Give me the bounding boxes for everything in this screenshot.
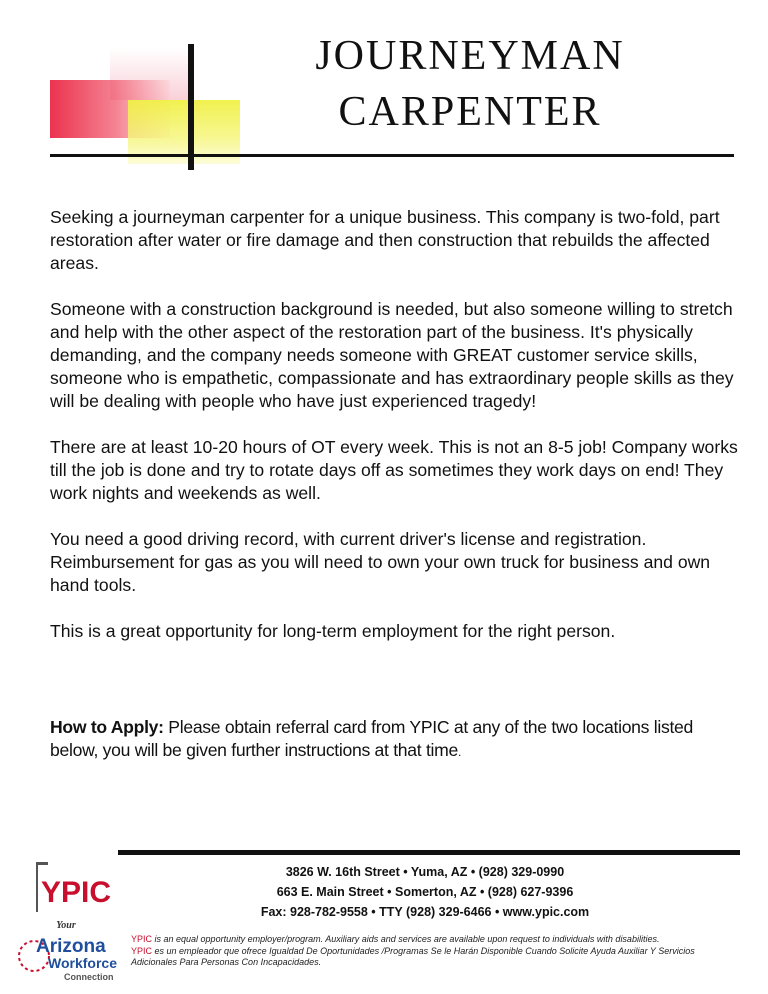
paragraph-opportunity: This is a great opportunity for long-term employment for the right person. xyxy=(50,621,616,641)
title-line-2: CARPENTER xyxy=(338,89,602,135)
logo-your: Your xyxy=(56,920,76,931)
contact-fax-tty-web: Fax: 928-782-9558 • TTY (928) 329-6466 • www.ypic.com xyxy=(260,905,590,919)
job-description xyxy=(50,206,740,666)
title-line-1: JOURNEYMAN xyxy=(315,33,625,79)
how-to-apply-label: How to Apply: xyxy=(50,717,164,737)
legal-spanish-org: YPIC xyxy=(131,945,153,956)
decorative-vertical-rule xyxy=(188,44,194,170)
logo-workforce: Workforce xyxy=(48,955,117,971)
how-to-apply-text: Please obtain referral card from YPIC at any of the two locations listed below, you will be given further instructions at that time xyxy=(50,717,694,760)
how-to-apply xyxy=(50,716,740,764)
header-horizontal-rule xyxy=(50,154,734,157)
equal-opportunity-statement xyxy=(131,934,731,969)
paragraph-requirements: Someone with a construction background is needed, but also someone willing to stretch and help with the other aspect of the restoration part of the business. It's physically demanding, and the company needs someone with GREAT customer service skills, someone who is empathetic, compassionate and has extraordinary people skills as they will be dealing with people who have just experienced tragedy! xyxy=(50,299,734,411)
logo-connection: Connection xyxy=(64,972,114,982)
legal-english xyxy=(131,934,731,946)
footer-rule xyxy=(118,850,740,855)
page-title xyxy=(300,28,640,140)
footer-addresses xyxy=(200,862,650,922)
legal-spanish-text: es un empleador que ofrece Igualdad De Oportunidades /Programas Se le Harán Disponible Cuando Solicite Ayuda Auxiliar Y Servicios Adicionales Para Personas Con Incapacidades. xyxy=(131,945,695,967)
legal-spanish xyxy=(131,946,731,969)
logo-arizona: Arizona xyxy=(36,936,106,957)
ypic-logo xyxy=(14,856,124,986)
paragraph-driving: You need a good driving record, with current driver's license and registration. Reimbursement for gas as you will need to own your own truck for business and own hand tools. xyxy=(50,529,711,595)
paragraph-hours: There are at least 10-20 hours of OT every week. This is not an 8-5 job! Company works till the job is done and try to rotate days off as sometimes they work days on end! They work nights and weekends as well. xyxy=(50,437,738,503)
logo-name: YPIC xyxy=(41,876,112,909)
how-to-apply-end: . xyxy=(458,745,462,759)
address-somerton: 663 E. Main Street • Somerton, AZ • (928) 627-9396 xyxy=(276,885,574,899)
paragraph-intro: Seeking a journeyman carpenter for a unique business. This company is two-fold, part restoration after water or fire damage and then construction that rebuilds the affected areas. xyxy=(50,207,720,273)
address-yuma: 3826 W. 16th Street • Yuma, AZ • (928) 329-0990 xyxy=(285,865,565,879)
legal-english-org: YPIC xyxy=(131,934,153,944)
legal-english-text: is an equal opportunity employer/program. Auxiliary aids and services are available upon request to individuals with disabilities. xyxy=(152,934,660,944)
